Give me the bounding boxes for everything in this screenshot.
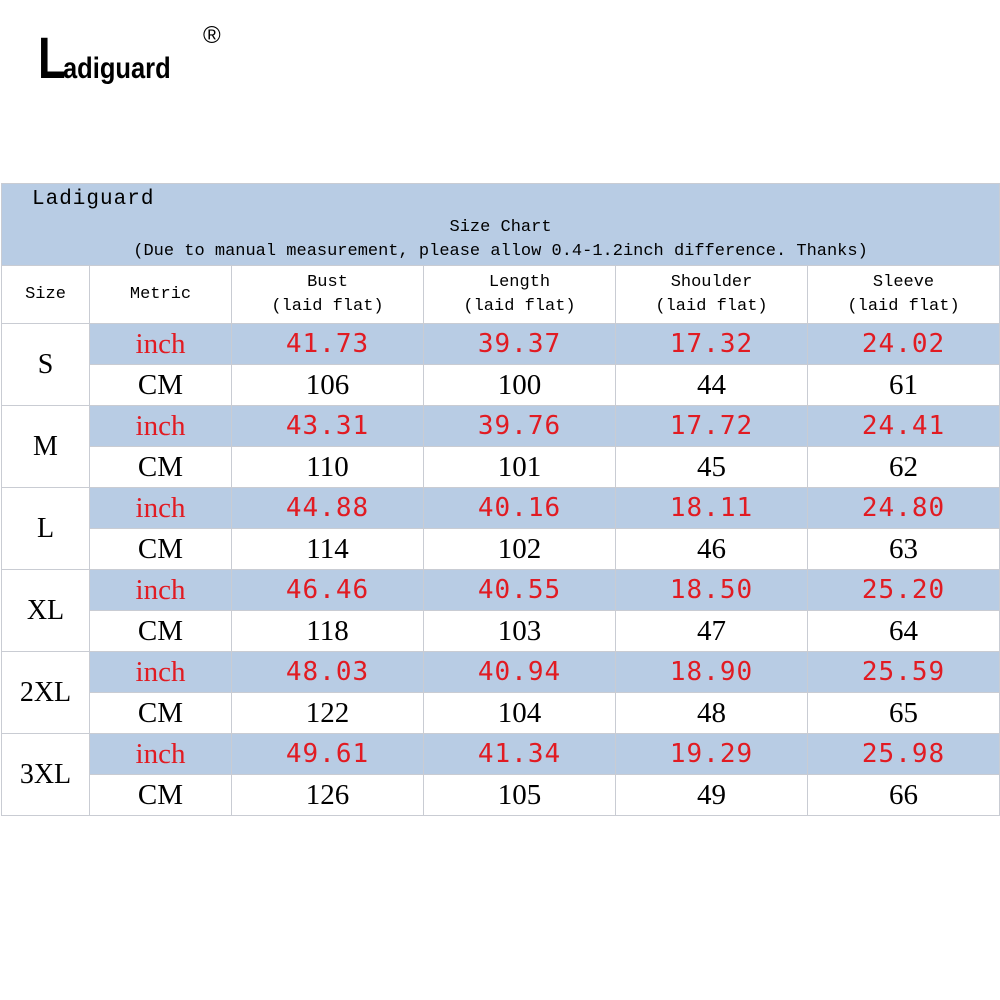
cm-value-cell: 48 [616,693,808,734]
table-row-inch [2,488,1000,529]
inch-value-cell: 43.31 [232,406,424,447]
banner-title: Size Chart [449,218,552,237]
metric-cm-label: CM [90,611,232,652]
header-metric-label: Metric [129,284,192,304]
header-bust-label: Bust [307,272,348,292]
cm-value-cell: 122 [232,693,424,734]
cm-value-cell: 64 [808,611,1000,652]
cm-value-cell: 103 [424,611,616,652]
header-bust-sub: (laid flat) [271,296,384,316]
header-metric [90,266,232,324]
size-label: S [2,324,90,406]
header-length [424,266,616,324]
header-sleeve [808,266,1000,324]
metric-inch-label: inch [90,734,232,775]
table-row-inch [2,570,1000,611]
metric-inch-label: inch [90,652,232,693]
cm-value-cell: 63 [808,529,1000,570]
cm-value-cell: 46 [616,529,808,570]
metric-cm-label: CM [90,447,232,488]
registered-mark: ® [203,22,221,49]
banner-note: (Due to manual measurement, please allow 0.4-1.2inch difference. Thanks) [133,242,868,261]
metric-cm-label: CM [90,693,232,734]
metric-inch-label: inch [90,488,232,529]
table-row-cm [2,529,1000,570]
size-label: M [2,406,90,488]
inch-value-cell: 25.59 [808,652,1000,693]
inch-value-cell: 25.98 [808,734,1000,775]
metric-inch-label: inch [90,570,232,611]
inch-value-cell: 18.50 [616,570,808,611]
inch-value-cell: 41.73 [232,324,424,365]
cm-value-cell: 66 [808,775,1000,816]
header-bust [232,266,424,324]
cm-value-cell: 106 [232,365,424,406]
cm-value-cell: 45 [616,447,808,488]
inch-value-cell: 18.11 [616,488,808,529]
inch-value-cell: 41.34 [424,734,616,775]
inch-value-cell: 40.55 [424,570,616,611]
table-row-cm [2,447,1000,488]
table-row-inch [2,406,1000,447]
metric-cm-label: CM [90,529,232,570]
cm-value-cell: 100 [424,365,616,406]
banner-cell [2,184,1000,266]
cm-value-cell: 118 [232,611,424,652]
metric-inch-label: inch [90,406,232,447]
logo-rest: adiguard [63,52,172,85]
inch-value-cell: 49.61 [232,734,424,775]
inch-value-cell: 46.46 [232,570,424,611]
size-label: XL [2,570,90,652]
size-label: L [2,488,90,570]
cm-value-cell: 61 [808,365,1000,406]
banner-brand: Ladiguard [32,188,155,211]
cm-value-cell: 101 [424,447,616,488]
inch-value-cell: 39.76 [424,406,616,447]
column-header-row [2,266,1000,324]
cm-value-cell: 126 [232,775,424,816]
inch-value-cell: 44.88 [232,488,424,529]
cm-value-cell: 110 [232,447,424,488]
inch-value-cell: 24.80 [808,488,1000,529]
table-row-cm [2,693,1000,734]
inch-value-cell: 24.02 [808,324,1000,365]
header-length-sub: (laid flat) [463,296,576,316]
cm-value-cell: 105 [424,775,616,816]
inch-value-cell: 40.94 [424,652,616,693]
size-label: 3XL [2,734,90,816]
table-row-inch [2,734,1000,775]
inch-value-cell: 17.72 [616,406,808,447]
cm-value-cell: 102 [424,529,616,570]
cm-value-cell: 47 [616,611,808,652]
table-row-cm [2,775,1000,816]
inch-value-cell: 24.41 [808,406,1000,447]
inch-value-cell: 17.32 [616,324,808,365]
cm-value-cell: 114 [232,529,424,570]
metric-cm-label: CM [90,775,232,816]
metric-inch-label: inch [90,324,232,365]
size-chart-table [1,183,1000,816]
cm-value-cell: 65 [808,693,1000,734]
brand-logo [38,26,190,91]
header-sleeve-label: Sleeve [872,272,935,292]
cm-value-cell: 62 [808,447,1000,488]
inch-value-cell: 39.37 [424,324,616,365]
header-size-label: Size [25,284,66,304]
logo-initial: L [38,26,66,91]
table-row-inch [2,324,1000,365]
header-sleeve-sub: (laid flat) [847,296,960,316]
inch-value-cell: 48.03 [232,652,424,693]
header-shoulder [616,266,808,324]
header-size [2,266,90,324]
inch-value-cell: 25.20 [808,570,1000,611]
cm-value-cell: 44 [616,365,808,406]
cm-value-cell: 49 [616,775,808,816]
chart-banner [2,184,1000,266]
header-shoulder-sub: (laid flat) [655,296,768,316]
size-label: 2XL [2,652,90,734]
inch-value-cell: 40.16 [424,488,616,529]
table-row-inch [2,652,1000,693]
table-row-cm [2,365,1000,406]
header-length-label: Length [488,272,551,292]
inch-value-cell: 18.90 [616,652,808,693]
header-shoulder-label: Shoulder [670,272,753,292]
cm-value-cell: 104 [424,693,616,734]
inch-value-cell: 19.29 [616,734,808,775]
metric-cm-label: CM [90,365,232,406]
table-row-cm [2,611,1000,652]
